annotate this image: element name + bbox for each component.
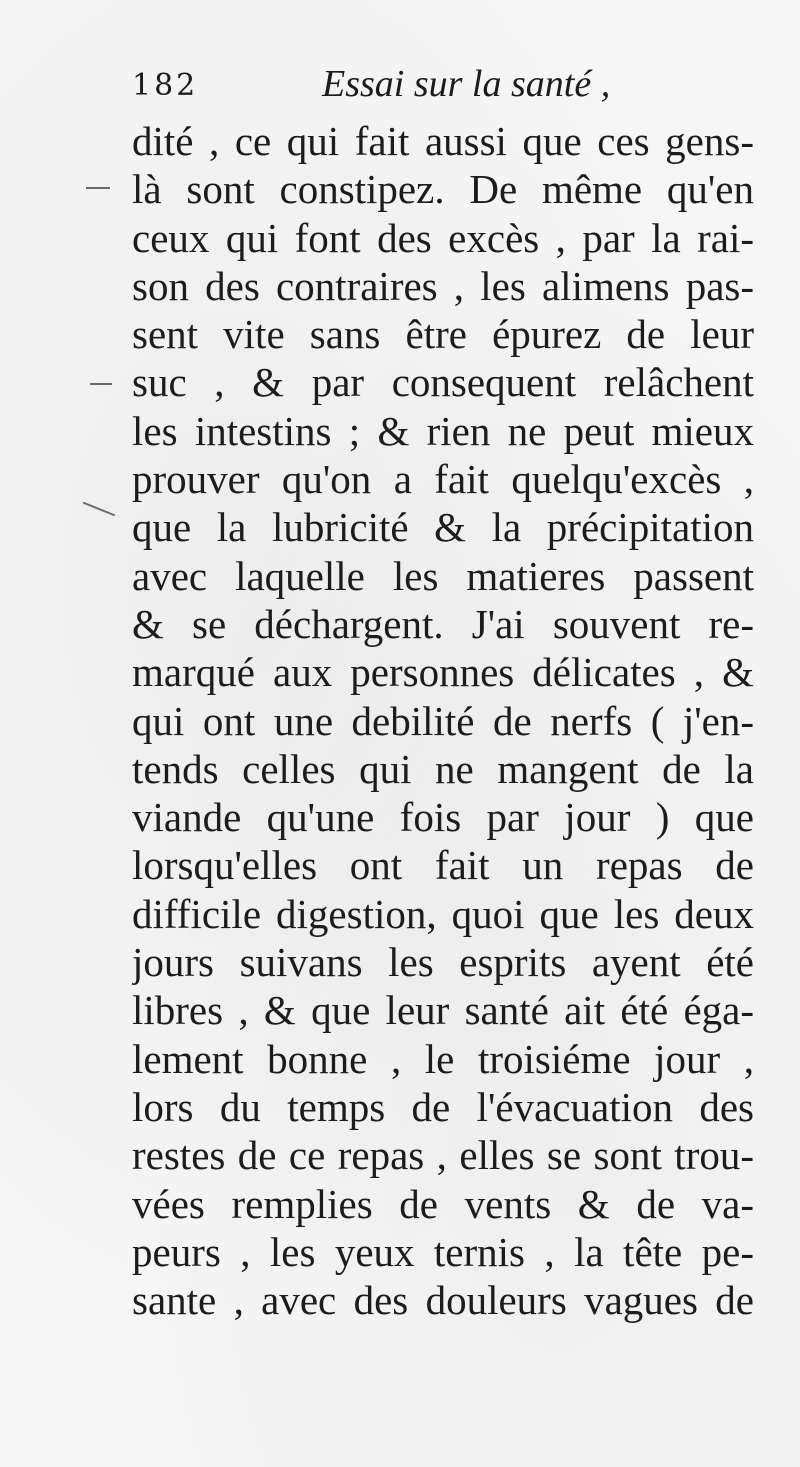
text-line: marqué aux personnes délicates , & [132, 649, 754, 696]
body-text [132, 117, 754, 1324]
text-line: ceux qui font des excès , par la rai- [132, 214, 754, 261]
text-line: difficile digestion, quoi que les deux [132, 890, 754, 937]
margin-mark [90, 383, 112, 385]
margin-mark [86, 187, 110, 189]
text-line: là sont constipez. De même qu'en [132, 166, 754, 213]
text-line: lement bonne , le troisiéme jour , [132, 1035, 754, 1082]
margin-mark [83, 502, 115, 517]
text-line: qui ont une debilité de nerfs ( j'en- [132, 697, 754, 744]
running-title: Essai sur la santé , [322, 63, 611, 105]
text-line: sante , avec des douleurs vagues de [132, 1277, 754, 1324]
text-line: les intestins ; & rien ne peut mieux [132, 407, 754, 454]
text-line: lors du temps de l'évacuation des [132, 1083, 754, 1130]
text-line: lorsqu'elles ont fait un repas de [132, 842, 754, 889]
text-line: que la lubricité & la précipitation [132, 504, 754, 551]
page-number: 182 [132, 68, 199, 103]
text-line: prouver qu'on a fait quelqu'excès , [132, 456, 754, 503]
running-head [132, 60, 752, 108]
text-line: dité , ce qui fait aussi que ces gens- [132, 118, 754, 164]
text-line: sent vite sans être épurez de leur [132, 311, 754, 358]
text-line: restes de ce repas , elles se sont trou- [132, 1132, 754, 1179]
text-line: peurs , les yeux ternis , la tête pe- [132, 1228, 754, 1275]
text-line: & se déchargent. J'ai souvent re- [132, 600, 754, 647]
text-line: tends celles qui ne mangent de la [132, 745, 754, 792]
text-line: jours suivans les esprits ayent été [132, 939, 754, 986]
text-line: son des contraires , les alimens pas- [132, 262, 754, 309]
text-line: viande qu'une fois par jour ) que [132, 794, 754, 841]
text-line: avec laquelle les matieres passent [132, 552, 754, 599]
text-line: suc , & par consequent relâchent [132, 359, 754, 406]
text-line: vées remplies de vents & de va- [132, 1180, 754, 1227]
text-line: libres , & que leur santé ait été éga- [132, 987, 754, 1034]
